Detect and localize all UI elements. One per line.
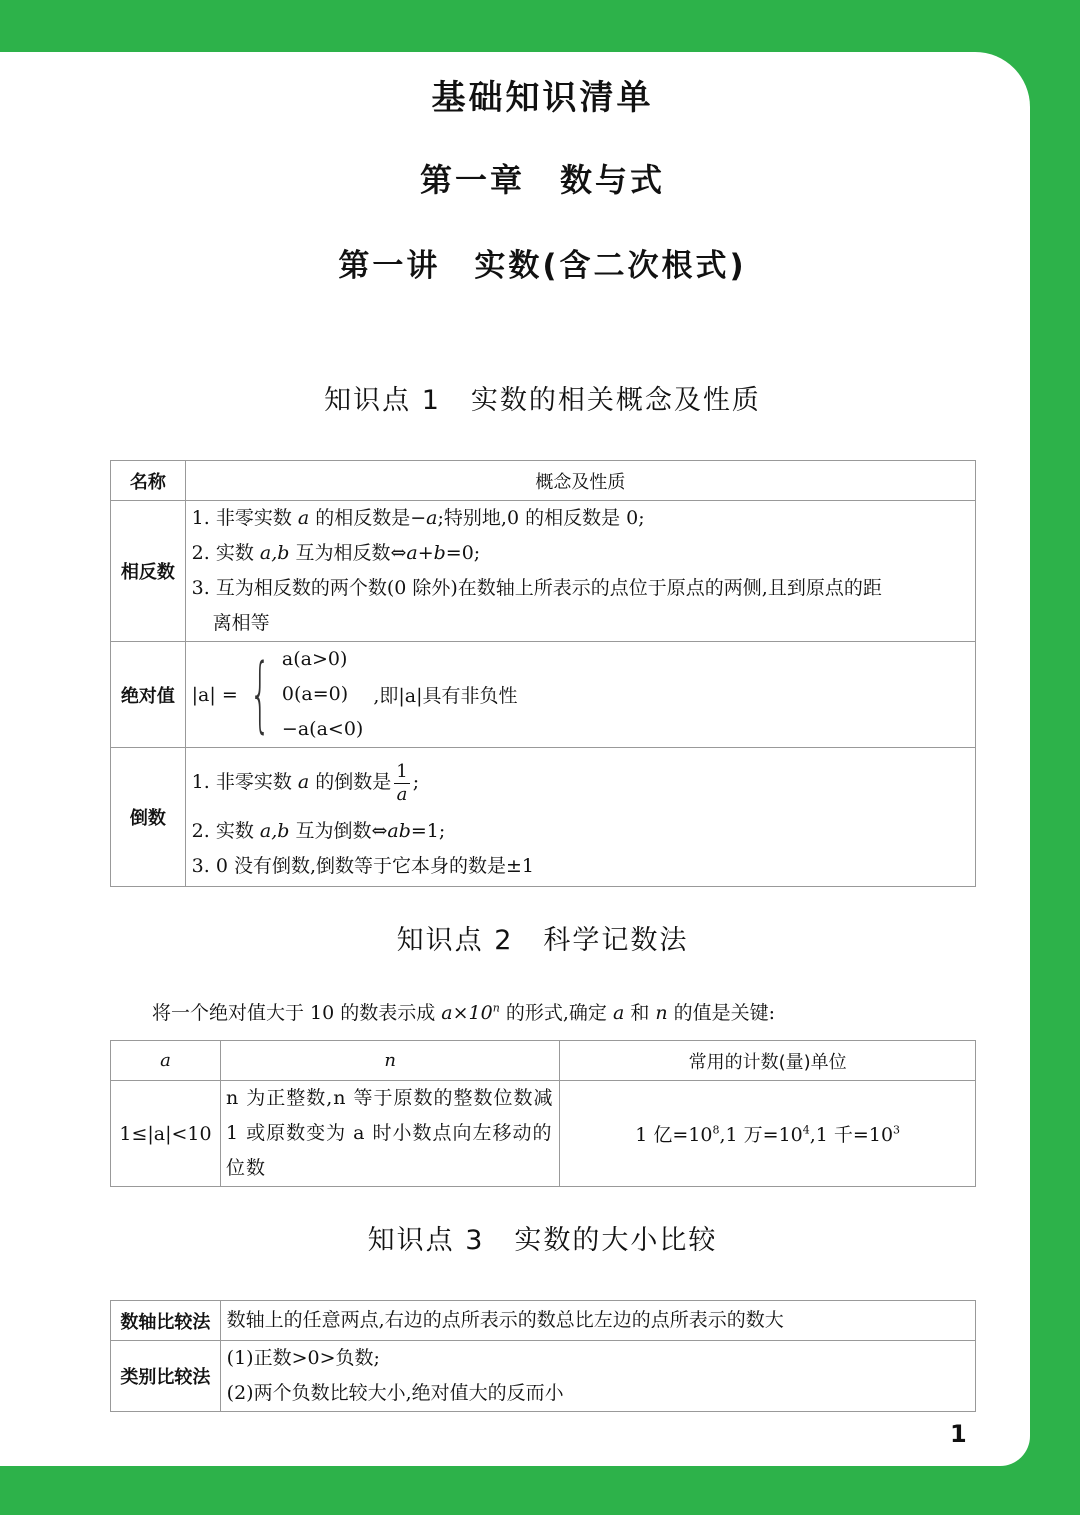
kp1-table	[110, 460, 976, 887]
reciprocal-name: 倒数	[111, 748, 186, 887]
opposite-name: 相反数	[111, 501, 186, 642]
kp2-intro: 将一个绝对值大于 10 的数表示成 $a\times 10^n$ 的形式,确定 a 和 n 的值是关键:	[152, 1001, 776, 1024]
reciprocal-fraction: $\frac{1}{a}$	[396, 760, 408, 805]
row2-desc: (1)正数>0>负数; (2)两个负数比较大小,绝对值大的反而小	[220, 1341, 975, 1412]
range-cell: 1≤|a|<10	[111, 1081, 221, 1187]
table-row	[111, 501, 976, 642]
kp1-heading	[0, 378, 1080, 417]
kp3-heading	[0, 1218, 1080, 1257]
kp2-label: 知识点 2	[396, 925, 514, 956]
kp3-table	[110, 1300, 976, 1412]
reciprocal-desc: 1. 非零实数 a 的倒数是 $\frac{1}{a}$ ; 2. 实数 a,b 互为倒数⇔ab=1; 3. 0 没有倒数,倒数等于它本身的数是±1	[185, 748, 975, 887]
opposite-desc: 1. 非零实数 a 的相反数是−a;特别地,0 的相反数是 0; 2. 实数 a,b 互为相反数⇔a+b=0; 3. 互为相反数的两个数(0 除外)在数轴上所表示的点位于原点的两侧,且到原点的距 离相等	[185, 501, 975, 642]
table-row	[111, 1301, 976, 1341]
absolute-name: 绝对值	[111, 642, 186, 748]
n-rule-cell: n 为正整数,n 等于原数的整数位数减 1 或原数变为 a 时小数点向左移动的位数	[220, 1081, 559, 1187]
table-row	[111, 748, 976, 887]
header-unit: 常用的计数(量)单位	[560, 1041, 976, 1081]
lecture-title: 第一讲 实数(含二次根式)	[338, 248, 747, 284]
kp3-label: 知识点 3	[367, 1225, 485, 1256]
row2-name: 类别比较法	[111, 1341, 221, 1412]
header-name: 名称	[111, 461, 186, 501]
absolute-lhs: |a| =	[191, 683, 238, 706]
kp2-heading	[0, 918, 1080, 957]
header-a: a	[111, 1041, 221, 1081]
kp2-title: 科学记数法	[543, 925, 689, 956]
page-number: 1	[950, 1420, 967, 1448]
kp1-label: 知识点 1	[324, 385, 441, 416]
kp1-title: 实数的相关概念及性质	[470, 385, 761, 416]
kp2-table	[110, 1040, 976, 1187]
absolute-desc: |a| = { a(a>0) 0(a=0) −a(a<0) ,即|a|具有非负性	[185, 642, 975, 748]
table-row	[111, 1341, 976, 1412]
main-title: 基础知识清单	[431, 78, 654, 118]
units-cell: 1 亿$=10^8,1$ 万$=10^4,1$ 千$=10^3$	[560, 1081, 976, 1187]
table-row	[111, 642, 976, 748]
header-n: n	[220, 1041, 559, 1081]
chapter-title: 第一章 数与式	[419, 161, 665, 199]
kp3-title: 实数的大小比较	[514, 1225, 718, 1256]
header-desc: 概念及性质	[185, 461, 975, 501]
left-brace: {	[249, 646, 271, 742]
row1-name: 数轴比较法	[111, 1301, 221, 1341]
table-row	[111, 1081, 976, 1187]
row1-desc: 数轴上的任意两点,右边的点所表示的数总比左边的点所表示的数大	[220, 1301, 975, 1341]
